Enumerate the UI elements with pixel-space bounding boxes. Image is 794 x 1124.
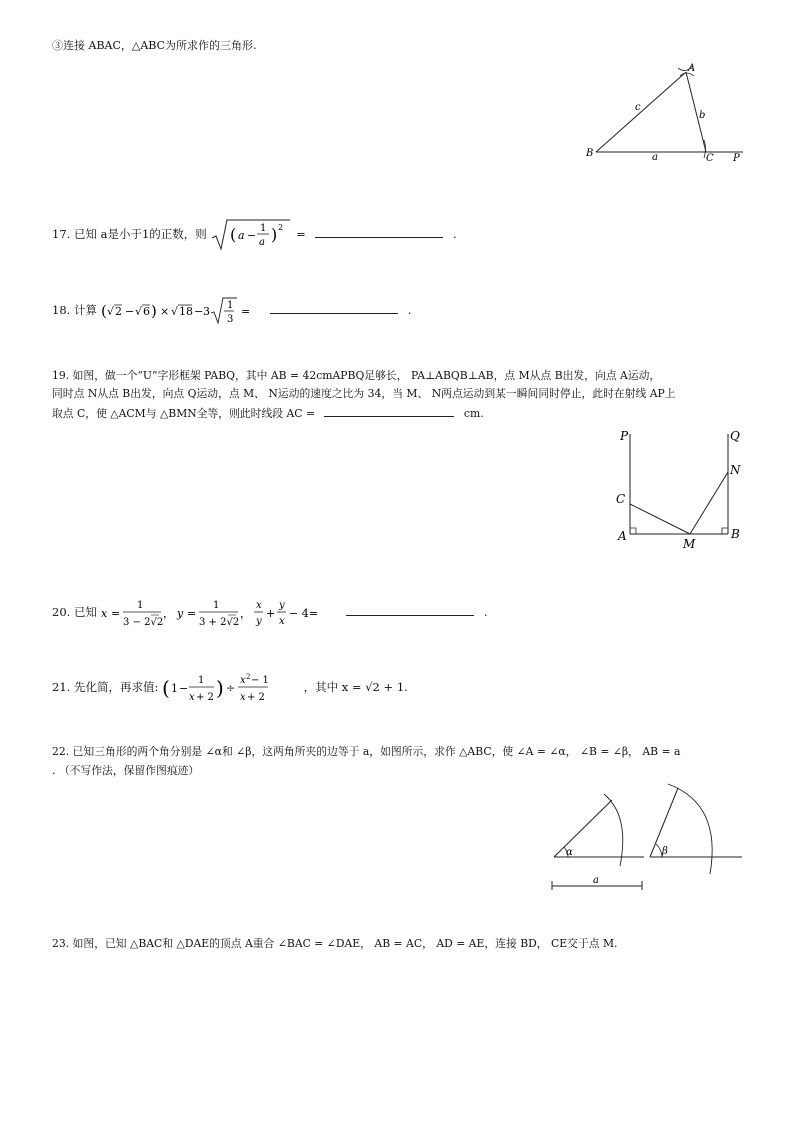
- q21-expression: [162, 672, 300, 704]
- q20-expression: [101, 597, 337, 629]
- fig2-label-Q: Q: [730, 429, 740, 443]
- angles-figure: [546, 780, 746, 895]
- svg-text:y: y: [278, 600, 285, 611]
- svg-text:x: x: [239, 692, 246, 703]
- fig2-label-M: M: [683, 537, 696, 551]
- svg-text:3 − 2√2: 3 − 2√2: [122, 617, 163, 628]
- question-18: 18. 计算 ( √ 2 − √ 6 ) × √ 18 − 3 1 3 = .: [52, 296, 412, 326]
- q18-expression: [101, 296, 261, 326]
- fig2-label-B: B: [731, 527, 740, 541]
- fig1-label-B: B: [586, 148, 594, 159]
- svg-text:，: ，: [162, 607, 174, 620]
- svg-text:3: 3: [202, 305, 210, 318]
- question-22-line-2: . （不写作法，保留作图痕迹）: [52, 764, 200, 777]
- q20-answer-blank[interactable]: [346, 603, 474, 616]
- fig3-label-beta: β: [662, 846, 668, 857]
- fig2-label-C: C: [616, 492, 626, 506]
- q18-answer-blank[interactable]: [270, 301, 398, 314]
- question-19-line-3: 取点 C，使 △ACM与 △BMN全等，则此时线段 AC = cm.: [52, 404, 484, 422]
- svg-text:(: (: [230, 225, 237, 244]
- svg-text:√: √: [170, 305, 178, 318]
- svg-text:=: =: [240, 305, 250, 318]
- svg-text:1: 1: [170, 682, 178, 695]
- svg-text:− 1: − 1: [250, 675, 269, 686]
- svg-text:+: +: [265, 607, 275, 620]
- svg-text:÷: ÷: [225, 682, 236, 695]
- question-22-line-1: 22. 已知三角形的两个角分别是 ∠α和 ∠β，这两角所夹的边等于 a，如图所示，求作 △ABC，使 ∠A = ∠α， ∠B = ∠β， AB = a: [52, 745, 681, 758]
- svg-text:): ): [150, 302, 157, 320]
- svg-text:a: a: [238, 229, 245, 242]
- svg-text:3 + 2√2: 3 + 2√2: [198, 617, 239, 628]
- svg-text:1: 1: [136, 600, 143, 611]
- fig2-label-N: N: [730, 463, 741, 477]
- question-20: 20. 已知 x = 1 3 − 2√2 ， y = 1 3 + 2√2 ， x y + y x − 4= .: [52, 597, 488, 629]
- svg-text:x: x: [100, 607, 107, 620]
- svg-text:y: y: [176, 607, 183, 620]
- svg-text:，: ，: [239, 607, 251, 620]
- fig1-label-P: P: [733, 153, 740, 164]
- svg-text:− 4=: − 4=: [288, 607, 318, 620]
- svg-text:y: y: [255, 616, 262, 627]
- svg-text:): ): [271, 225, 278, 244]
- svg-text:a: a: [259, 237, 266, 248]
- question-21: 21. 先化简，再求值: ( 1 − 1 x + 2 ) ÷ x 2 − 1 x + 2 ，其中 x = √2 + 1.: [52, 673, 408, 703]
- svg-text:6: 6: [142, 305, 150, 318]
- svg-text:1: 1: [226, 300, 233, 311]
- svg-text:=: =: [186, 607, 196, 620]
- fig2-label-A: A: [618, 529, 627, 543]
- svg-text:−: −: [247, 229, 257, 242]
- svg-text:x: x: [255, 600, 262, 611]
- fig1-label-a: a: [652, 152, 658, 163]
- q17-answer-blank[interactable]: [315, 225, 443, 238]
- question-19-line-1: 19. 如图，做一个“U”字形框架 PABQ，其中 AB = 42cmAPBQ足够长， PA⊥ABQB⊥AB，点 M从点 B出发，向点 A运动，: [52, 369, 661, 382]
- svg-text:−: −: [193, 305, 203, 318]
- svg-text:√: √: [134, 305, 142, 318]
- svg-text:2: 2: [245, 673, 251, 681]
- fig3-label-a: a: [593, 875, 599, 886]
- svg-text:): ): [215, 676, 224, 700]
- q17-expression: [210, 218, 292, 252]
- svg-text:=: =: [110, 607, 120, 620]
- fig2-label-P: P: [620, 429, 629, 443]
- construction-step-3: ③连接 ABAC，△ABC为所求作的三角形.: [52, 39, 257, 52]
- fig3-label-alpha: α: [566, 847, 573, 858]
- svg-text:+ 2: + 2: [195, 692, 214, 703]
- triangle-construction-figure: [578, 60, 748, 170]
- fig1-label-C: C: [706, 153, 714, 164]
- fig1-label-c: c: [635, 102, 641, 113]
- svg-text:x: x: [188, 692, 195, 703]
- svg-text:√: √: [106, 305, 114, 318]
- svg-text:−: −: [178, 682, 189, 695]
- svg-text:×: ×: [159, 305, 169, 318]
- svg-text:x: x: [239, 675, 246, 686]
- svg-text:3: 3: [226, 314, 233, 325]
- svg-text:(: (: [161, 676, 170, 700]
- svg-text:18: 18: [178, 305, 193, 318]
- svg-text:(: (: [100, 302, 107, 320]
- svg-text:−: −: [124, 305, 134, 318]
- svg-text:+ 2: + 2: [246, 692, 265, 703]
- fig1-label-A: A: [688, 63, 696, 74]
- svg-text:1: 1: [260, 223, 267, 234]
- question-23: 23. 如图，已知 △BAC和 △DAE的顶点 A重合 ∠BAC = ∠DAE， AB = AC， AD = AE，连接 BD， CE交于点 M.: [52, 937, 618, 950]
- svg-text:1: 1: [197, 675, 205, 686]
- svg-text:2: 2: [278, 223, 284, 232]
- question-19-line-2: 同时点 N从点 B出发，向点 Q运动，点 M、 N运动的速度之比为 34，当 M、 N两点运动到某一瞬间同时停止，此时在射线 AP上: [52, 387, 676, 400]
- svg-text:x: x: [278, 616, 285, 627]
- u-frame-figure: [608, 424, 758, 552]
- svg-text:1: 1: [212, 600, 219, 611]
- fig1-label-b: b: [699, 110, 706, 121]
- svg-text:2: 2: [114, 305, 122, 318]
- q19-answer-blank[interactable]: [324, 404, 454, 417]
- question-17: 17. 已知 a是小于1的正数，则 ( a − 1 a ) 2 = .: [52, 218, 457, 252]
